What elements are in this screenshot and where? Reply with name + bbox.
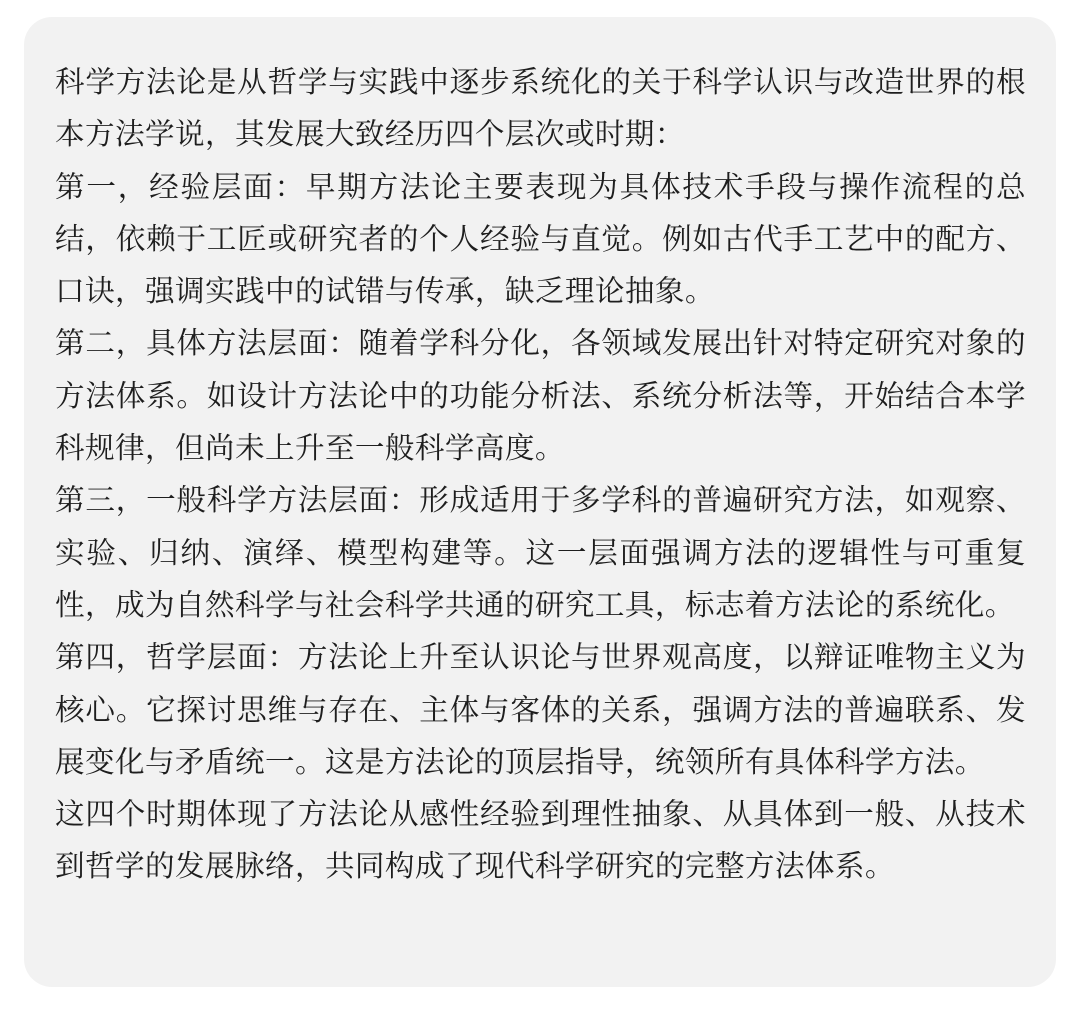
message-paragraph-level-4: 第四，哲学层面：方法论上升至认识论与世界观高度，以辩证唯物主义为核心。它探讨思维与存在、主体与客体的关系，强调方法的普遍联系、发展变化与矛盾统一。这是方法论的顶层指导，统领所有具体科学方法。 — [55, 640, 1026, 779]
message-paragraph-level-2: 第二，具体方法层面：随着学科分化，各领域发展出针对特定研究对象的方法体系。如设计方法论中的功能分析法、系统分析法等，开始结合本学科规律，但尚未上升至一般科学高度。 — [55, 326, 1026, 466]
message-paragraph-level-1: 第一，经验层面：早期方法论主要表现为具体技术手段与操作流程的总结，依赖于工匠或研究者的个人经验与直觉。例如古代手工艺中的配方、口诀，强调实践中的试错与传承，缺乏理论抽象。 — [55, 169, 1026, 309]
message-bubble — [24, 17, 1056, 987]
message-paragraph-level-3: 第三，一般科学方法层面：形成适用于多学科的普遍研究方法，如观察、实验、归纳、演绎、模型构建等。这一层面强调方法的逻辑性与可重复性，成为自然科学与社会科学共通的研究工具，标志着方法论的系统化。 — [55, 483, 1026, 622]
message-paragraph-intro: 科学方法论是从哲学与实践中逐步系统化的关于科学认识与改造世界的根本方法学说，其发展大致经历四个层次或时期： — [55, 65, 1026, 152]
message-paragraph-conclusion: 这四个时期体现了方法论从感性经验到理性抽象、从具体到一般、从技术到哲学的发展脉络，共同构成了现代科学研究的完整方法体系。 — [55, 797, 1026, 884]
